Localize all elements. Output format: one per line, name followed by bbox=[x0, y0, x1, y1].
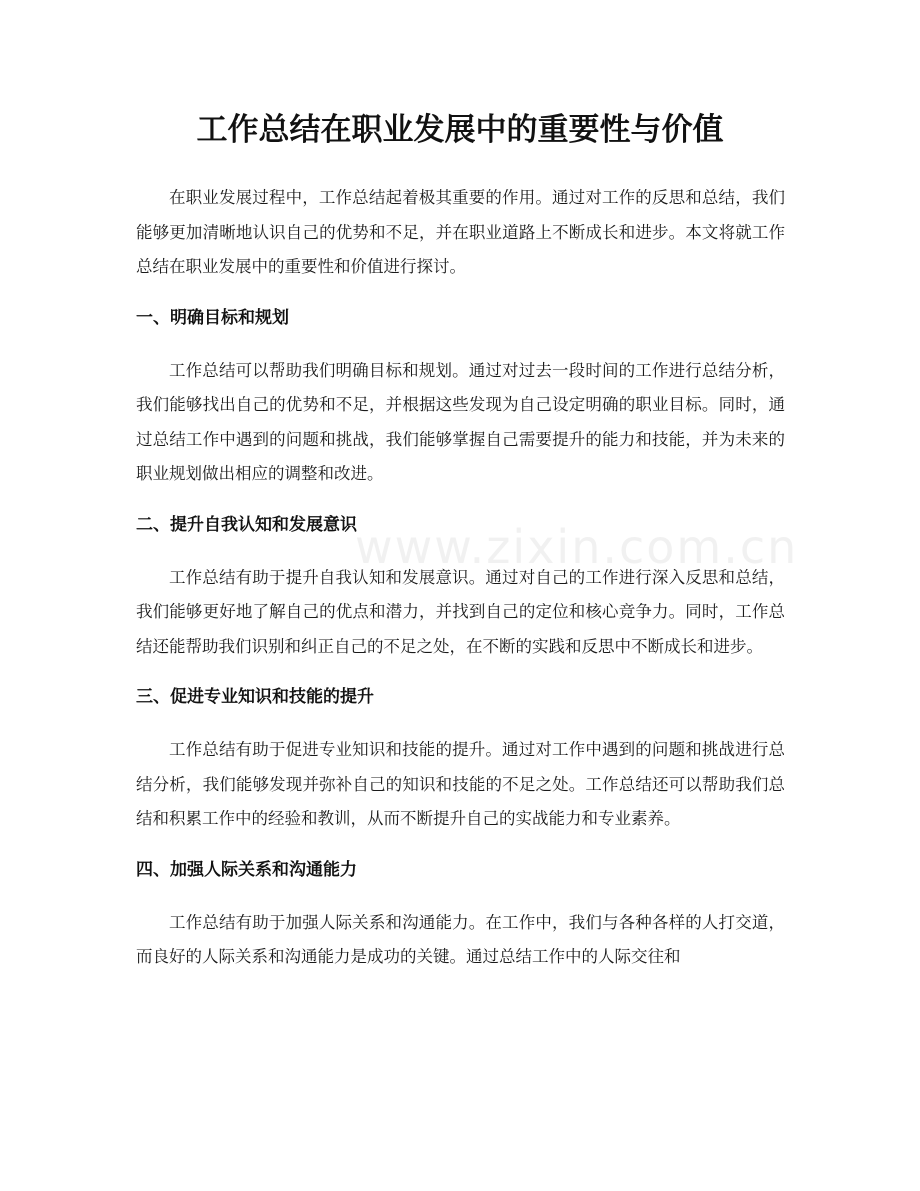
watermark: www.zixin.com.cn bbox=[355, 520, 799, 574]
section-paragraph-3: 工作总结有助于促进专业知识和技能的提升。通过对工作中遇到的问题和挑战进行总结分析，我们能够发现并弥补自己的知识和技能的不足之处。工作总结还可以帮助我们总结和积累工作中的经验和教训，从而不断提升自己的实战能力和专业素养。 bbox=[136, 740, 785, 828]
section-heading-2: 二、提升自我认知和发展意识 bbox=[136, 514, 357, 535]
section-heading-4: 四、加强人际关系和沟通能力 bbox=[136, 859, 357, 880]
section-paragraph-1: 工作总结可以帮助我们明确目标和规划。通过对过去一段时间的工作进行总结分析，我们能够找出自己的优势和不足，并根据这些发现为自己设定明确的职业目标。同时，通过总结工作中遇到的问题和挑战，我们能够掌握自己需要提升的能力和技能，并为未来的职业规划做出相应的调整和改进。 bbox=[136, 360, 785, 483]
section-paragraph-4: 工作总结有助于加强人际关系和沟通能力。在工作中，我们与各种各样的人打交道，而良好的人际关系和沟通能力是成功的关键。通过总结工作中的人际交往和 bbox=[136, 912, 785, 966]
document-title: 工作总结在职业发展中的重要性与价值 bbox=[196, 112, 724, 148]
section-paragraph-2: 工作总结有助于提升自我认知和发展意识。通过对自己的工作进行深入反思和总结，我们能够更好地了解自己的优点和潜力，并找到自己的定位和核心竞争力。同时，工作总结还能帮助我们识别和纠正自己的不足之处，在不断的实践和反思中不断成长和进步。 bbox=[136, 567, 785, 656]
intro-paragraph: 在职业发展过程中，工作总结起着极其重要的作用。通过对工作的反思和总结，我们能够更加清晰地认识自己的优势和不足，并在职业道路上不断成长和进步。本文将就工作总结在职业发展中的重要性和价值进行探讨。 bbox=[136, 188, 785, 276]
section-heading-1: 一、明确目标和规划 bbox=[136, 307, 289, 328]
document-body bbox=[136, 181, 785, 975]
section-heading-3: 三、促进专业知识和技能的提升 bbox=[136, 687, 374, 707]
